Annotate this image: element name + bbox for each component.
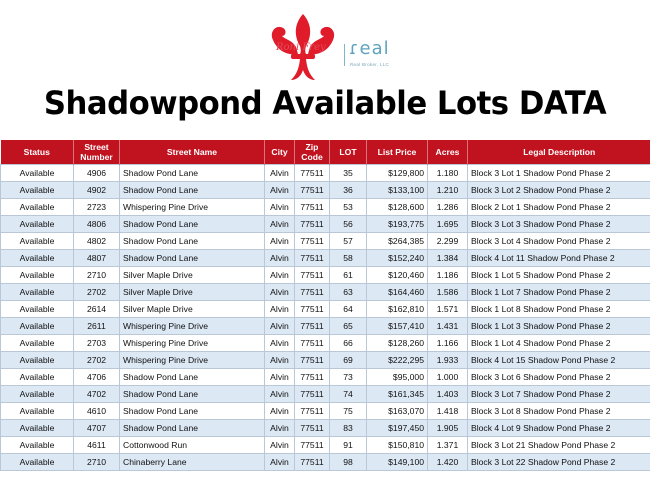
cell-zip-code: 77511 bbox=[295, 386, 330, 403]
table-row bbox=[1, 284, 650, 301]
cell-legal-description: Block 3 Lot 1 Shadow Pond Phase 2 bbox=[468, 165, 650, 182]
cell-legal-description: Block 3 Lot 7 Shadow Pond Phase 2 bbox=[468, 386, 650, 403]
cell-city: Alvin bbox=[265, 182, 295, 199]
cell-zip-code: 77511 bbox=[295, 267, 330, 284]
cell-status: Available bbox=[1, 284, 74, 301]
cell-city: Alvin bbox=[265, 352, 295, 369]
logo bbox=[0, 0, 650, 88]
cell-acres: 1.586 bbox=[428, 284, 468, 301]
cell-city: Alvin bbox=[265, 199, 295, 216]
table-row bbox=[1, 301, 650, 318]
cell-zip-code: 77511 bbox=[295, 199, 330, 216]
cell-status: Available bbox=[1, 233, 74, 250]
logo-script-text: Roni Frey bbox=[276, 42, 326, 53]
cell-lot: 35 bbox=[330, 165, 367, 182]
cell-zip-code: 77511 bbox=[295, 301, 330, 318]
logo-divider bbox=[344, 44, 345, 66]
cell-legal-description: Block 4 Lot 15 Shadow Pond Phase 2 bbox=[468, 352, 650, 369]
cell-street-name: Shadow Pond Lane bbox=[120, 216, 265, 233]
cell-lot: 64 bbox=[330, 301, 367, 318]
cell-street-name: Whispering Pine Drive bbox=[120, 199, 265, 216]
cell-list-price: $163,070 bbox=[367, 403, 428, 420]
cell-street-name: Silver Maple Drive bbox=[120, 301, 265, 318]
table-row bbox=[1, 233, 650, 250]
cell-list-price: $162,810 bbox=[367, 301, 428, 318]
cell-zip-code: 77511 bbox=[295, 216, 330, 233]
table-row bbox=[1, 216, 650, 233]
column-header-status: Status bbox=[1, 140, 74, 165]
cell-acres: 1.180 bbox=[428, 165, 468, 182]
column-header-list-price: List Price bbox=[367, 140, 428, 165]
cell-lot: 66 bbox=[330, 335, 367, 352]
table-header-row bbox=[1, 140, 650, 165]
cell-list-price: $161,345 bbox=[367, 386, 428, 403]
table-row bbox=[1, 318, 650, 335]
cell-lot: 36 bbox=[330, 182, 367, 199]
cell-lot: 91 bbox=[330, 437, 367, 454]
table-row bbox=[1, 437, 650, 454]
cell-status: Available bbox=[1, 369, 74, 386]
cell-acres: 1.420 bbox=[428, 454, 468, 471]
cell-street-name: Shadow Pond Lane bbox=[120, 165, 265, 182]
cell-status: Available bbox=[1, 437, 74, 454]
cell-lot: 58 bbox=[330, 250, 367, 267]
cell-street-number: 4706 bbox=[74, 369, 120, 386]
column-header-street-name: Street Name bbox=[120, 140, 265, 165]
cell-acres: 1.695 bbox=[428, 216, 468, 233]
cell-street-name: Silver Maple Drive bbox=[120, 267, 265, 284]
cell-street-name: Shadow Pond Lane bbox=[120, 386, 265, 403]
table-row bbox=[1, 369, 650, 386]
cell-street-number: 4802 bbox=[74, 233, 120, 250]
cell-street-name: Whispering Pine Drive bbox=[120, 318, 265, 335]
cell-city: Alvin bbox=[265, 403, 295, 420]
cell-lot: 63 bbox=[330, 284, 367, 301]
cell-street-number: 2710 bbox=[74, 454, 120, 471]
cell-acres: 1.286 bbox=[428, 199, 468, 216]
table-row bbox=[1, 165, 650, 182]
lots-table bbox=[0, 140, 650, 471]
cell-zip-code: 77511 bbox=[295, 420, 330, 437]
cell-legal-description: Block 1 Lot 5 Shadow Pond Phase 2 bbox=[468, 267, 650, 284]
column-header-legal-description: Legal Description bbox=[468, 140, 650, 165]
cell-street-name: Silver Maple Drive bbox=[120, 284, 265, 301]
cell-list-price: $152,240 bbox=[367, 250, 428, 267]
cell-zip-code: 77511 bbox=[295, 165, 330, 182]
cell-status: Available bbox=[1, 267, 74, 284]
cell-street-name: Chinaberry Lane bbox=[120, 454, 265, 471]
cell-list-price: $129,800 bbox=[367, 165, 428, 182]
cell-street-name: Shadow Pond Lane bbox=[120, 250, 265, 267]
cell-lot: 74 bbox=[330, 386, 367, 403]
cell-street-name: Whispering Pine Drive bbox=[120, 352, 265, 369]
cell-legal-description: Block 1 Lot 8 Shadow Pond Phase 2 bbox=[468, 301, 650, 318]
cell-zip-code: 77511 bbox=[295, 233, 330, 250]
cell-list-price: $95,000 bbox=[367, 369, 428, 386]
cell-city: Alvin bbox=[265, 233, 295, 250]
cell-street-number: 4902 bbox=[74, 182, 120, 199]
cell-zip-code: 77511 bbox=[295, 318, 330, 335]
cell-acres: 1.166 bbox=[428, 335, 468, 352]
cell-acres: 2.299 bbox=[428, 233, 468, 250]
cell-lot: 75 bbox=[330, 403, 367, 420]
cell-city: Alvin bbox=[265, 216, 295, 233]
cell-legal-description: Block 3 Lot 3 Shadow Pond Phase 2 bbox=[468, 216, 650, 233]
cell-zip-code: 77511 bbox=[295, 437, 330, 454]
table-row bbox=[1, 335, 650, 352]
cell-city: Alvin bbox=[265, 386, 295, 403]
cell-street-number: 2702 bbox=[74, 284, 120, 301]
cell-list-price: $128,260 bbox=[367, 335, 428, 352]
cell-street-number: 2702 bbox=[74, 352, 120, 369]
cell-city: Alvin bbox=[265, 369, 295, 386]
cell-zip-code: 77511 bbox=[295, 369, 330, 386]
cell-acres: 1.000 bbox=[428, 369, 468, 386]
cell-lot: 56 bbox=[330, 216, 367, 233]
cell-list-price: $157,410 bbox=[367, 318, 428, 335]
column-header-street-number: Street Number bbox=[74, 140, 120, 165]
column-header-zip-code: Zip Code bbox=[295, 140, 330, 165]
brand-subtitle: Real Broker, LLC bbox=[350, 62, 390, 67]
cell-list-price: $193,775 bbox=[367, 216, 428, 233]
cell-list-price: $149,100 bbox=[367, 454, 428, 471]
page-title: Shadowpond Available Lots DATA bbox=[43, 84, 607, 122]
cell-status: Available bbox=[1, 318, 74, 335]
cell-lot: 57 bbox=[330, 233, 367, 250]
cell-lot: 69 bbox=[330, 352, 367, 369]
cell-city: Alvin bbox=[265, 420, 295, 437]
cell-zip-code: 77511 bbox=[295, 335, 330, 352]
column-header-acres: Acres bbox=[428, 140, 468, 165]
table-row bbox=[1, 199, 650, 216]
cell-legal-description: Block 3 Lot 4 Shadow Pond Phase 2 bbox=[468, 233, 650, 250]
cell-acres: 1.186 bbox=[428, 267, 468, 284]
cell-street-name: Shadow Pond Lane bbox=[120, 233, 265, 250]
cell-lot: 65 bbox=[330, 318, 367, 335]
cell-status: Available bbox=[1, 454, 74, 471]
cell-city: Alvin bbox=[265, 454, 295, 471]
column-header-city: City bbox=[265, 140, 295, 165]
cell-status: Available bbox=[1, 403, 74, 420]
cell-status: Available bbox=[1, 165, 74, 182]
cell-street-number: 4707 bbox=[74, 420, 120, 437]
cell-legal-description: Block 3 Lot 22 Shadow Pond Phase 2 bbox=[468, 454, 650, 471]
cell-city: Alvin bbox=[265, 318, 295, 335]
cell-street-name: Shadow Pond Lane bbox=[120, 182, 265, 199]
cell-zip-code: 77511 bbox=[295, 352, 330, 369]
brand-name: ɾeal bbox=[349, 38, 390, 59]
cell-acres: 1.210 bbox=[428, 182, 468, 199]
cell-city: Alvin bbox=[265, 165, 295, 182]
cell-legal-description: Block 3 Lot 6 Shadow Pond Phase 2 bbox=[468, 369, 650, 386]
cell-zip-code: 77511 bbox=[295, 403, 330, 420]
cell-legal-description: Block 3 Lot 8 Shadow Pond Phase 2 bbox=[468, 403, 650, 420]
cell-lot: 98 bbox=[330, 454, 367, 471]
cell-street-number: 2703 bbox=[74, 335, 120, 352]
cell-street-number: 4807 bbox=[74, 250, 120, 267]
table-row bbox=[1, 182, 650, 199]
cell-legal-description: Block 1 Lot 3 Shadow Pond Phase 2 bbox=[468, 318, 650, 335]
cell-lot: 83 bbox=[330, 420, 367, 437]
cell-acres: 1.431 bbox=[428, 318, 468, 335]
cell-street-number: 4610 bbox=[74, 403, 120, 420]
cell-list-price: $197,450 bbox=[367, 420, 428, 437]
cell-street-number: 2611 bbox=[74, 318, 120, 335]
table-row bbox=[1, 267, 650, 284]
cell-acres: 1.418 bbox=[428, 403, 468, 420]
cell-status: Available bbox=[1, 352, 74, 369]
table-row bbox=[1, 250, 650, 267]
cell-list-price: $164,460 bbox=[367, 284, 428, 301]
cell-acres: 1.403 bbox=[428, 386, 468, 403]
cell-status: Available bbox=[1, 216, 74, 233]
cell-street-name: Cottonwood Run bbox=[120, 437, 265, 454]
cell-legal-description: Block 1 Lot 4 Shadow Pond Phase 2 bbox=[468, 335, 650, 352]
cell-legal-description: Block 3 Lot 21 Shadow Pond Phase 2 bbox=[468, 437, 650, 454]
cell-legal-description: Block 1 Lot 7 Shadow Pond Phase 2 bbox=[468, 284, 650, 301]
cell-street-name: Shadow Pond Lane bbox=[120, 420, 265, 437]
cell-city: Alvin bbox=[265, 267, 295, 284]
cell-acres: 1.933 bbox=[428, 352, 468, 369]
cell-status: Available bbox=[1, 335, 74, 352]
cell-status: Available bbox=[1, 386, 74, 403]
cell-street-number: 4806 bbox=[74, 216, 120, 233]
column-header-lot: LOT bbox=[330, 140, 367, 165]
cell-acres: 1.371 bbox=[428, 437, 468, 454]
cell-list-price: $120,460 bbox=[367, 267, 428, 284]
cell-legal-description: Block 4 Lot 11 Shadow Pond Phase 2 bbox=[468, 250, 650, 267]
cell-status: Available bbox=[1, 199, 74, 216]
cell-list-price: $222,295 bbox=[367, 352, 428, 369]
cell-list-price: $264,385 bbox=[367, 233, 428, 250]
cell-list-price: $133,100 bbox=[367, 182, 428, 199]
cell-zip-code: 77511 bbox=[295, 250, 330, 267]
cell-lot: 53 bbox=[330, 199, 367, 216]
cell-street-name: Whispering Pine Drive bbox=[120, 335, 265, 352]
cell-street-number: 2723 bbox=[74, 199, 120, 216]
cell-city: Alvin bbox=[265, 301, 295, 318]
cell-zip-code: 77511 bbox=[295, 182, 330, 199]
table-body bbox=[1, 165, 650, 471]
cell-street-number: 4702 bbox=[74, 386, 120, 403]
cell-list-price: $128,600 bbox=[367, 199, 428, 216]
cell-street-number: 2710 bbox=[74, 267, 120, 284]
cell-city: Alvin bbox=[265, 250, 295, 267]
cell-legal-description: Block 3 Lot 2 Shadow Pond Phase 2 bbox=[468, 182, 650, 199]
cell-legal-description: Block 4 Lot 9 Shadow Pond Phase 2 bbox=[468, 420, 650, 437]
table-row bbox=[1, 454, 650, 471]
table-row bbox=[1, 420, 650, 437]
cell-street-number: 2614 bbox=[74, 301, 120, 318]
cell-street-name: Shadow Pond Lane bbox=[120, 369, 265, 386]
cell-acres: 1.905 bbox=[428, 420, 468, 437]
cell-status: Available bbox=[1, 420, 74, 437]
cell-zip-code: 77511 bbox=[295, 454, 330, 471]
cell-acres: 1.571 bbox=[428, 301, 468, 318]
cell-list-price: $150,810 bbox=[367, 437, 428, 454]
table-row bbox=[1, 403, 650, 420]
cell-city: Alvin bbox=[265, 335, 295, 352]
cell-legal-description: Block 2 Lot 1 Shadow Pond Phase 2 bbox=[468, 199, 650, 216]
cell-status: Available bbox=[1, 182, 74, 199]
table-row bbox=[1, 386, 650, 403]
cell-street-number: 4611 bbox=[74, 437, 120, 454]
cell-status: Available bbox=[1, 250, 74, 267]
cell-status: Available bbox=[1, 301, 74, 318]
cell-city: Alvin bbox=[265, 437, 295, 454]
cell-street-number: 4906 bbox=[74, 165, 120, 182]
cell-lot: 73 bbox=[330, 369, 367, 386]
cell-city: Alvin bbox=[265, 284, 295, 301]
cell-zip-code: 77511 bbox=[295, 284, 330, 301]
cell-lot: 61 bbox=[330, 267, 367, 284]
cell-acres: 1.384 bbox=[428, 250, 468, 267]
table-row bbox=[1, 352, 650, 369]
cell-street-name: Shadow Pond Lane bbox=[120, 403, 265, 420]
